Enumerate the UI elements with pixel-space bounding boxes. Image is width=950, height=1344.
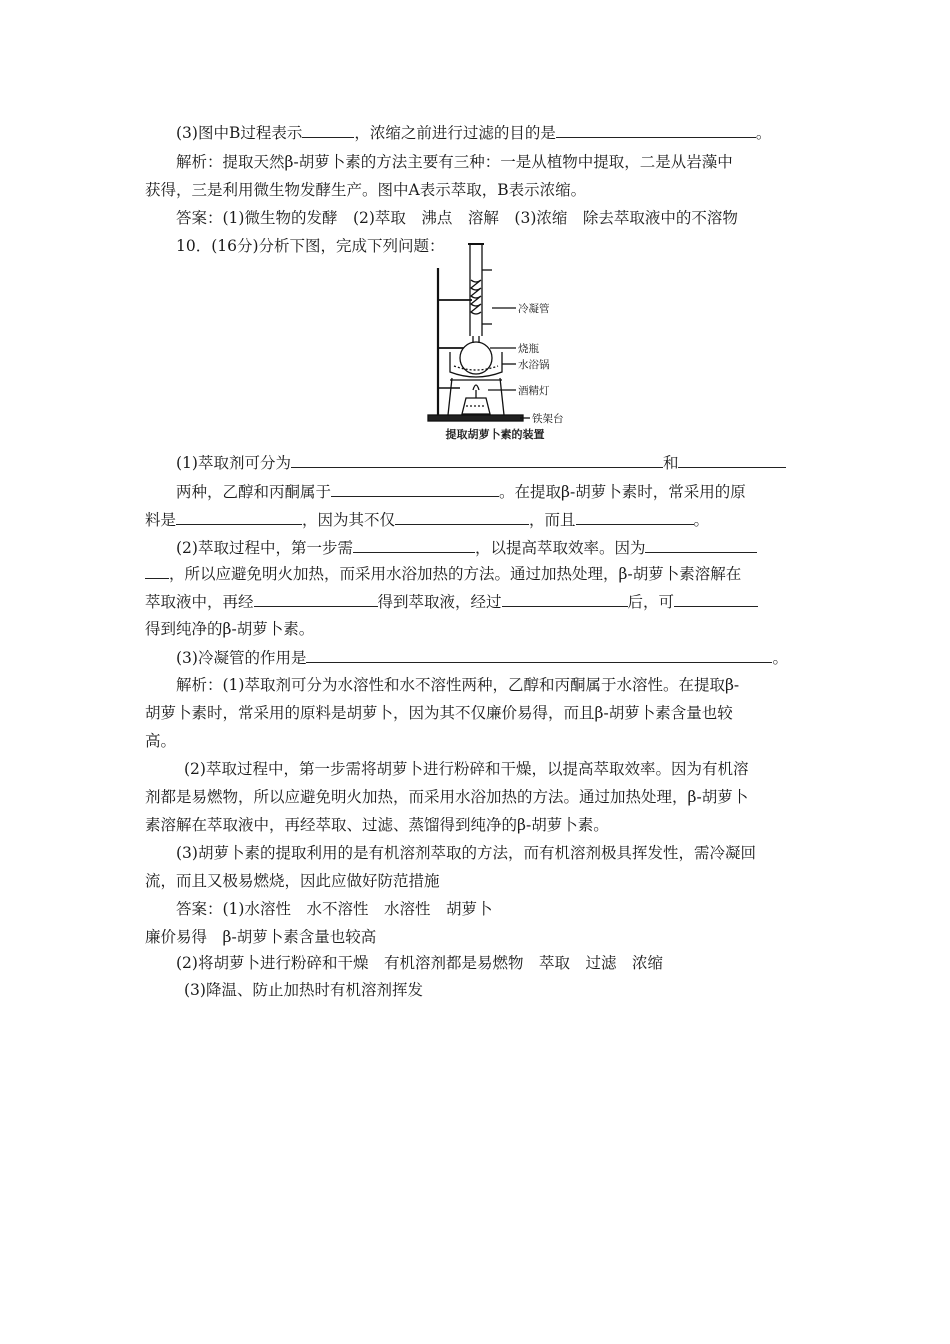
label-condenser: 冷凝管 <box>518 303 550 315</box>
q10-analysis-3-line-2: 流，而且又极易燃烧，因此应做好防范措施 <box>145 872 440 890</box>
q9-part3-line: (3)图中B过程表示 ，浓缩之前进行过滤的目的是 。 <box>176 124 772 142</box>
q10-part1-line-2: 两种，乙醇和丙酮属于 。在提取β-胡萝卜素时，常采用的原 <box>176 483 746 501</box>
q9-answer: 答案：(1)微生物的发酵 (2)萃取 沸点 溶解 (3)浓缩 除去萃取液中的不溶物 <box>176 209 738 227</box>
answer-blank <box>302 122 354 138</box>
q10-answer-line-2: 廉价易得 β-胡萝卜素含量也较高 <box>145 928 377 946</box>
answer-blank <box>254 591 378 607</box>
q10-answer-line-1: 答案：(1)水溶性 水不溶性 水溶性 胡萝卜 <box>176 900 493 918</box>
label-alcohol-lamp: 酒精灯 <box>518 385 550 397</box>
answer-blank <box>502 591 628 607</box>
q10-analysis-1-line-1: 解析：(1)萃取剂可分为水溶性和水不溶性两种，乙醇和丙酮属于水溶性。在提取β- <box>176 676 740 694</box>
q10-part2-line-1: (2)萃取过程中，第一步需 ，以提高萃取效率。因为 <box>176 537 757 558</box>
q10-analysis-2-line-1: (2)萃取过程中，第一步需将胡萝卜进行粉碎和干燥，以提高萃取效率。因为有机溶 <box>184 760 749 778</box>
figure-caption: 提取胡萝卜素的装置 <box>445 428 545 441</box>
q10-answer-line-3: (2)将胡萝卜进行粉碎和干燥 有机溶剂都是易燃物 萃取 过滤 浓缩 <box>176 954 663 972</box>
q10-part2-line-4: 得到纯净的β-胡萝卜素。 <box>145 620 315 638</box>
q10-part2-line-3: 萃取液中，再经 得到萃取液，经过 后，可 <box>145 591 758 612</box>
answer-blank <box>678 452 786 468</box>
q10-analysis-1-line-3: 高。 <box>145 732 177 750</box>
extraction-apparatus-figure <box>420 240 570 445</box>
label-flask: 烧瓶 <box>518 343 539 355</box>
answer-blank <box>353 537 475 553</box>
answer-blank <box>674 591 758 607</box>
label-water-bath: 水浴锅 <box>518 359 550 371</box>
answer-blank <box>331 481 499 497</box>
q10-part2-line-2: ，所以应避免明火加热，而采用水浴加热的方法。通过加热处理，β-胡萝卜素溶解在 <box>145 563 741 584</box>
q10-part1-line-3: 料是 ，因为其不仅 ，而且 。 <box>145 511 710 529</box>
answer-blank <box>395 509 529 525</box>
q10-title: 10．(16分)分析下图，完成下列问题： <box>176 237 445 255</box>
answer-blank <box>306 647 772 663</box>
answer-blank <box>145 563 169 579</box>
q10-analysis-2-line-3: 素溶解在萃取液中，再经萃取、过滤、蒸馏得到纯净的β-胡萝卜素。 <box>145 816 609 834</box>
q9-analysis-line-1: 解析：提取天然β-胡萝卜素的方法主要有三种：一是从植物中提取，二是从岩藻中 <box>176 153 733 171</box>
q10-analysis-2-line-2: 剂都是易燃物，所以应避免明火加热，而采用水浴加热的方法。通过加热处理，β-胡萝卜 <box>145 788 749 806</box>
answer-blank <box>176 509 302 525</box>
q10-analysis-3-line-1: (3)胡萝卜素的提取利用的是有机溶剂萃取的方法，而有机溶剂极具挥发性，需冷凝回 <box>176 844 756 862</box>
answer-blank <box>291 452 663 468</box>
q10-part1-line-1: (1)萃取剂可分为 和 <box>176 452 786 473</box>
answer-blank <box>576 509 694 525</box>
q9-analysis-line-2: 获得，三是利用微生物发酵生产。图中A表示萃取，B表示浓缩。 <box>145 181 587 199</box>
q10-answer-line-4: (3)降温、防止加热时有机溶剂挥发 <box>184 981 423 999</box>
q10-part3-line: (3)冷凝管的作用是 。 <box>176 649 788 667</box>
answer-blank <box>645 537 757 553</box>
answer-blank <box>556 122 756 138</box>
label-iron-stand: 铁架台 <box>532 413 564 425</box>
q10-analysis-1-line-2: 胡萝卜素时，常采用的原料是胡萝卜，因为其不仅廉价易得，而且β-胡萝卜素含量也较 <box>145 704 733 722</box>
